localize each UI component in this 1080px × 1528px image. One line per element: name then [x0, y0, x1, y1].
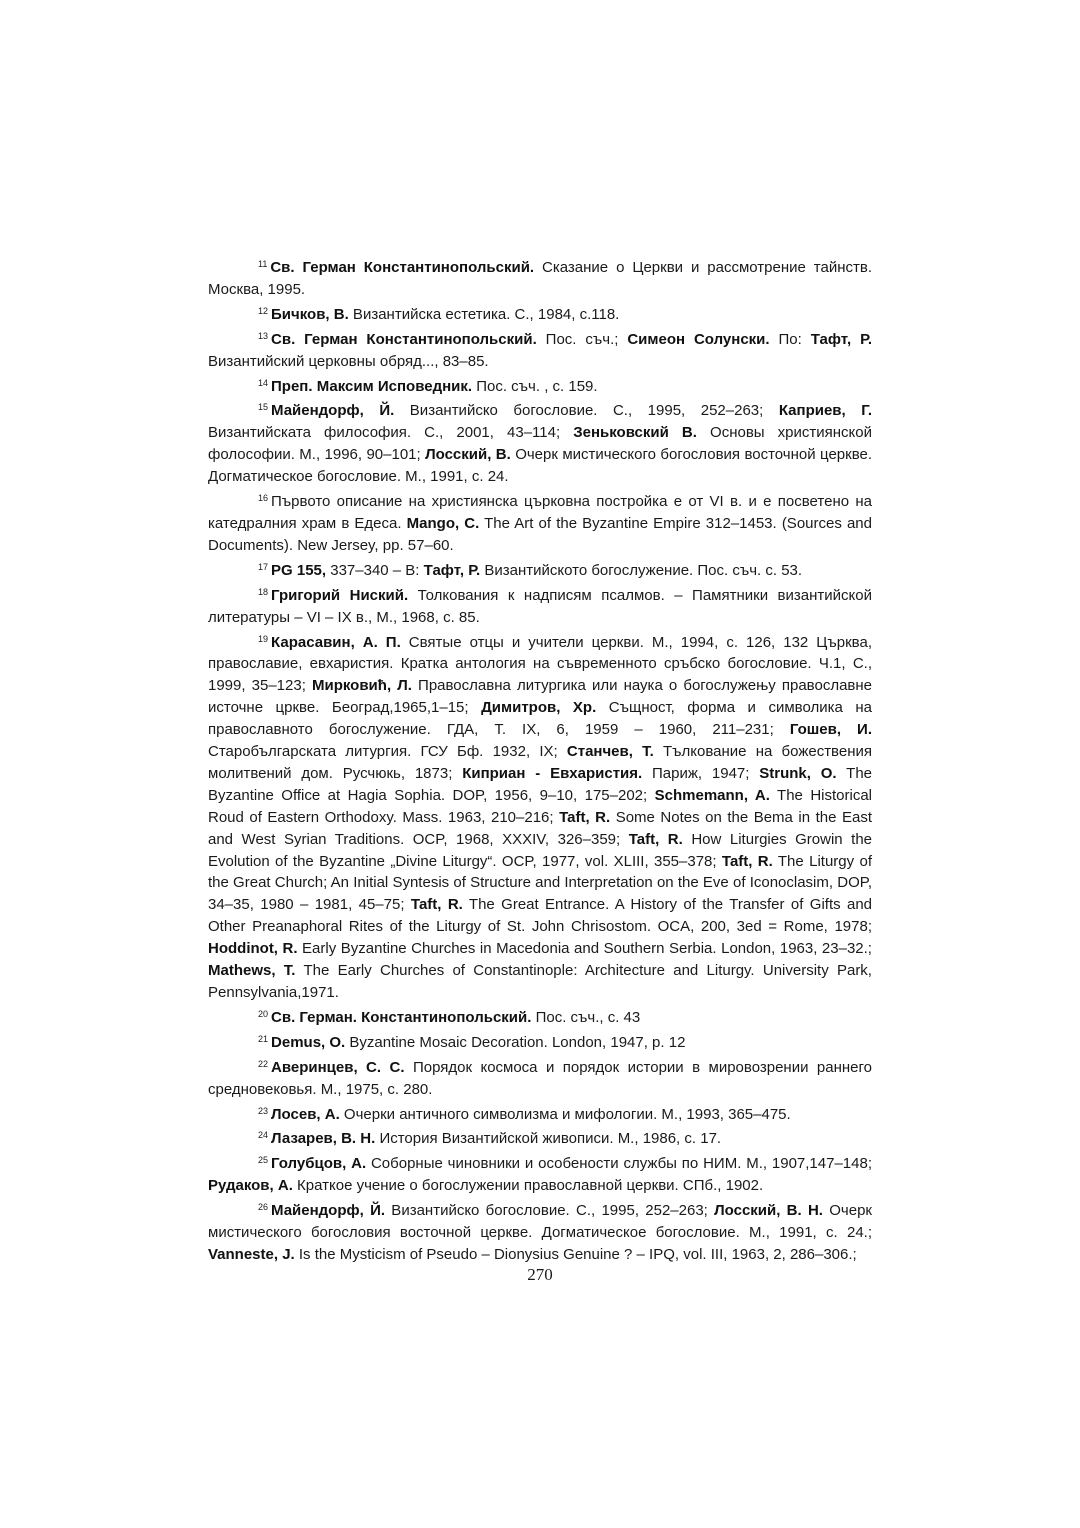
- footnote-24: [208, 1125, 872, 1150]
- footnote-number: 15: [258, 402, 269, 413]
- footnote-11: [208, 254, 872, 301]
- author-name: Зеньковский В.: [573, 424, 697, 442]
- author-name: Симеон Солунски.: [627, 330, 770, 348]
- author-name: Лазарев, В. Н.: [271, 1130, 376, 1148]
- author-name: Тафт, Р.: [423, 561, 481, 579]
- footnote-15: [208, 397, 872, 488]
- citation-text: How Liturgies Growin the Evolution of the Byzantine „Divine Liturgy“. OCP, 1977, vol. XLIII, 355–378;: [208, 830, 873, 870]
- page-number: 270: [527, 1265, 553, 1284]
- footnote-number: 17: [258, 561, 269, 572]
- citation-text: Византийско богословие. С., 1995, 252–263;: [385, 1202, 715, 1220]
- footnote-number: 25: [258, 1155, 269, 1166]
- footnote-number: 23: [258, 1105, 269, 1116]
- footnote-number: 14: [258, 377, 269, 388]
- citation-text: The Byzantine Office at Hagia Sophia. DOP, 1956, 9–10, 175–202;: [208, 764, 873, 804]
- citation-text: Православна литургика или наука о богослужењу православне источне цркве. Београд,1965,1–15;: [208, 677, 873, 717]
- author-name: Станчев, Т.: [566, 743, 654, 761]
- author-name: Mango, C.: [406, 514, 480, 532]
- author-name: Hoddinot, R.: [208, 940, 298, 958]
- author-name: Бичков, В.: [271, 305, 349, 323]
- author-name: Demus, O.: [271, 1033, 346, 1051]
- citation-text: Тълкование на божествения молитвений дом. Русчюкь, 1873;: [208, 743, 872, 782]
- citation-text: Византийско богословие. С., 1995, 252–263;: [394, 402, 779, 420]
- citation-text: Early Byzantine Churches in Macedonia and Southern Serbia. London, 1963, 23–32.;: [297, 940, 872, 958]
- footnote-number: 11: [258, 259, 268, 269]
- author-name: Св. Герман Константинопольский.: [270, 259, 535, 276]
- citation-text: The Early Churches of Constantinople: Architecture and Liturgy. University Park, Pennsylvania,1971.: [208, 962, 872, 1001]
- citation-text: Византийското богослужение. Пос. съч. с. 53.: [480, 561, 803, 579]
- citation-text: Краткое учение о богослужении православной церкви. СПб., 1902.: [292, 1177, 764, 1195]
- author-name: Мирковић, Л.: [311, 677, 412, 695]
- citation-text: The Liturgy of the Great Church; An Initial Syntesis of Structure and Interpretation on the Eve of Iconoclasim, DOP, 34–35, 1980 – 1981, 45–75;: [208, 852, 872, 914]
- author-name: Голубцов, А.: [271, 1155, 367, 1173]
- citation-text: По:: [769, 330, 811, 348]
- citation-text: The Art of the Byzantine Empire 312–1453. (Sources and Documents). New Jersey, pp. 57–60.: [208, 514, 872, 554]
- author-name: Taft, R.: [559, 808, 611, 826]
- footnote-21: [208, 1029, 872, 1054]
- author-name: Лосский, В. Н.: [714, 1202, 823, 1220]
- footnote-19: [208, 629, 872, 1004]
- footnote-number: 12: [258, 305, 269, 316]
- citation-text: 337–340 – В:: [326, 561, 424, 579]
- author-name: Каприев, Г.: [778, 402, 873, 420]
- author-name: Тафт, Р.: [810, 330, 872, 348]
- author-name: Strunk, O.: [759, 764, 837, 782]
- author-name: Лосев, А.: [271, 1105, 340, 1123]
- footnote-18: [208, 582, 872, 629]
- citation-text: Byzantine Mosaic Decoration. London, 1947, p. 12: [345, 1033, 686, 1051]
- citation-text: Соборные чиновники и особености службы по НИМ. М., 1907,147–148;: [366, 1155, 872, 1173]
- footnote-number: 16: [258, 493, 269, 504]
- footnote-23: [208, 1101, 872, 1126]
- citation-text: История Византийской живописи. М., 1986, с. 17.: [375, 1130, 722, 1148]
- footnote-17: [208, 557, 872, 582]
- author-name: Майендорф, Й.: [271, 1202, 386, 1220]
- footnotes-section: [208, 254, 872, 1266]
- footnote-number: 21: [258, 1033, 269, 1044]
- citation-text: Византийский церковны обряд..., 83–85.: [208, 352, 489, 370]
- citation-text: The Historical Roud of Eastern Orthodoxy. Mass. 1963, 210–216;: [208, 786, 872, 826]
- author-name: Григорий Ниский.: [271, 586, 409, 604]
- author-name: Mathews, T.: [208, 962, 296, 980]
- footnote-14: [208, 373, 872, 398]
- author-name: Димитров, Хр.: [481, 699, 597, 717]
- citation-text: Пос. съч. , с. 159.: [472, 377, 598, 395]
- citation-text: Порядок космоса и порядок истории в мировозрении раннего средновековья. М., 1975, с. 280.: [208, 1058, 872, 1098]
- citation-text: Пос. съч.;: [536, 330, 628, 348]
- footnote-number: 20: [258, 1008, 269, 1019]
- citation-text: Толкования к надписям псалмов. – Памятники византийской литературы – VI – IX в., М., 1968, с. 85.: [208, 586, 872, 626]
- author-name: Vanneste, J.: [208, 1245, 295, 1263]
- author-name: Св. Герман. Константинопольский.: [271, 1008, 532, 1026]
- footnote-25: [208, 1150, 872, 1197]
- author-name: Лосский, В.: [425, 446, 511, 464]
- footnote-number: 18: [258, 586, 269, 597]
- citation-text: Очерк мистического богословия восточной церкве. Догматическое богословие. М., 1991, с. 24.: [208, 446, 872, 486]
- footnote-number: 26: [258, 1202, 269, 1213]
- author-name: Майендорф, Й.: [271, 402, 395, 420]
- citation-text: Is the Mysticism of Pseudo – Dionysius Genuine ? – IPQ, vol. III, 1963, 2, 286–306.;: [294, 1245, 857, 1263]
- footnote-number: 13: [258, 330, 269, 341]
- footnote-16: [208, 488, 872, 557]
- citation-text: Святые отцы и учители церкви. М., 1994, с. 126, 132 Църква, православие, евхаристия. Кратка антология на съвременното сръбско богословие. Ч.1, С., 1999, 35–123;: [208, 633, 872, 695]
- footnote-26: [208, 1197, 872, 1266]
- author-name: PG 155,: [271, 561, 327, 579]
- author-name: Преп. Максим Исповедник.: [271, 377, 473, 395]
- footnote-20: [208, 1004, 872, 1029]
- author-name: Рудаков, А.: [208, 1177, 293, 1195]
- citation-text: The Great Entrance. A History of the Transfer of Gifts and Other Preanaphoral Rites of the Liturgy of St. John Chrisostom. OCA, 200, 3ed = Rome, 1978;: [208, 896, 873, 936]
- footnote-22: [208, 1054, 872, 1101]
- citation-text: Some Notes on the Bema in the East and West Syrian Traditions. OCP, 1968, XXXIV, 326–359;: [208, 808, 872, 848]
- citation-text: Византийска естетика. С., 1984, с.118.: [348, 305, 620, 323]
- citation-text: Очерк мистического богословия восточной церкве. Догматическое богословие. М., 1991, с. 24.;: [208, 1202, 872, 1242]
- citation-text: Византийската философия. С., 2001, 43–114;: [208, 424, 574, 442]
- author-name: Карасавин, А. П.: [271, 633, 401, 651]
- footnote-number: 19: [258, 633, 269, 644]
- author-name: Гошев, И.: [789, 721, 872, 739]
- citation-text: Старобългарската литургия. ГСУ Бф. 1932, IX;: [208, 743, 567, 761]
- citation-text: Париж, 1947;: [642, 764, 760, 782]
- footnote-13: [208, 326, 872, 373]
- author-name: Taft, R.: [410, 896, 463, 914]
- citation-text: Очерки античного символизма и мифологии. М., 1993, 365–475.: [339, 1105, 791, 1123]
- citation-text: Сказание о Церкви и рассмотрение тайнств. Москва, 1995.: [208, 259, 872, 298]
- citation-text: Същност, форма и символика на православното богослужение. ГДА, Т. IX, 6, 1959 – 1960, 211–231;: [208, 699, 872, 739]
- footnote-number: 24: [258, 1130, 269, 1141]
- citation-text: Пос. съч., с. 43: [531, 1008, 641, 1026]
- author-name: Св. Герман Константинопольский.: [271, 330, 537, 348]
- author-name: Schmemann, A.: [654, 786, 770, 804]
- author-name: Аверинцев, С. С.: [271, 1058, 405, 1076]
- citation-text: Основы християнской фолософии. М., 1996, 90–101;: [208, 424, 872, 464]
- footnote-number: 22: [258, 1058, 269, 1069]
- author-name: Киприан - Евхаристия.: [462, 764, 643, 782]
- footnote-12: [208, 301, 872, 326]
- citation-text: Първото описание на християнска църковна постройка е от VI в. и е посветено на катедралния храм в Едеса.: [208, 493, 872, 532]
- author-name: Taft, R.: [628, 830, 683, 848]
- author-name: Taft, R.: [721, 852, 773, 870]
